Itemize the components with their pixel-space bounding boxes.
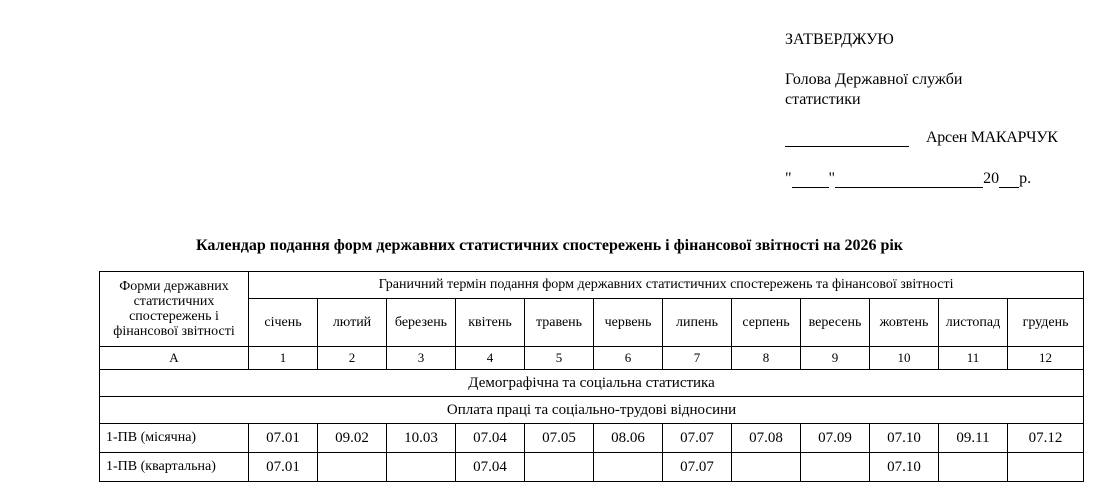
month-header: серпень [732,299,801,347]
deadline-cell: 07.10 [870,453,939,482]
month-header: червень [594,299,663,347]
subsection-row [100,397,1084,424]
form-name: 1-ПВ (місячна) [100,424,249,453]
table-row [100,424,1084,453]
column-number: 4 [456,347,525,370]
date-month-line [835,170,983,188]
column-number: 11 [939,347,1008,370]
approval-date [785,170,1031,188]
deadline-cell: 07.01 [249,453,318,482]
month-header: вересень [801,299,870,347]
deadline-cell: 07.09 [801,424,870,453]
deadline-cell [801,453,870,482]
date-quote-open: " [785,170,792,187]
form-name: 1-ПВ (квартальна) [100,453,249,482]
column-number: 6 [594,347,663,370]
column-number: 12 [1008,347,1084,370]
header-row-term [100,272,1084,299]
column-number: 9 [801,347,870,370]
month-header: жовтень [870,299,939,347]
deadline-cell [939,453,1008,482]
section-title: Демографічна та соціальна статистика [100,370,1084,397]
date-year-suffix: р. [1019,170,1032,187]
month-header: грудень [1008,299,1084,347]
deadline-cell: 07.12 [1008,424,1084,453]
deadline-cell: 10.03 [387,424,456,453]
deadline-cell: 07.08 [732,424,801,453]
deadline-cell [594,453,663,482]
signature-row [785,129,1058,147]
subsection-title: Оплата праці та соціально-трудові відносини [100,397,1084,424]
column-number: 8 [732,347,801,370]
deadline-cell: 09.02 [318,424,387,453]
date-year-prefix: 20 [983,170,1000,187]
section-row [100,370,1084,397]
column-number: 5 [525,347,594,370]
deadline-cell [318,453,387,482]
table-row [100,453,1084,482]
deadline-cell: 09.11 [939,424,1008,453]
month-header: лютий [318,299,387,347]
month-header: липень [663,299,732,347]
column-number: 1 [249,347,318,370]
month-header: березень [387,299,456,347]
date-day-line [792,170,829,188]
month-header: квітень [456,299,525,347]
column-number: 2 [318,347,387,370]
signatory-name: Арсен МАКАРЧУК [926,129,1058,146]
deadline-cell [1008,453,1084,482]
forms-header: Форми державних статистичних спостережень і фінансової звітності [100,272,249,347]
date-year-line [999,170,1019,188]
deadline-cell [525,453,594,482]
approval-block [785,30,995,110]
column-number: 10 [870,347,939,370]
deadline-cell: 07.05 [525,424,594,453]
column-number-row [100,347,1084,370]
approval-position: Голова Державної служби статистики [785,71,963,108]
date-quote-close: " [828,170,836,187]
deadline-cell: 07.07 [663,424,732,453]
column-number: 7 [663,347,732,370]
deadline-cell: 07.04 [456,453,525,482]
signature-line [785,130,909,147]
deadline-cell [732,453,801,482]
month-header: травень [525,299,594,347]
month-header: листопад [939,299,1008,347]
deadline-cell: 07.10 [870,424,939,453]
month-header: січень [249,299,318,347]
deadline-cell: 07.07 [663,453,732,482]
deadline-cell [387,453,456,482]
deadline-cell: 07.04 [456,424,525,453]
deadline-cell: 08.06 [594,424,663,453]
calendar-table [99,271,1084,482]
document-title: Календар подання форм державних статистичних спостережень і фінансової звітності на 2026 рік [195,237,904,254]
deadline-cell: 07.01 [249,424,318,453]
column-number: 3 [387,347,456,370]
column-number: А [100,347,249,370]
approval-label: ЗАТВЕРДЖУЮ [785,31,894,48]
term-header: Граничний термін подання форм державних статистичних спостережень та фінансової звітності [249,272,1084,299]
